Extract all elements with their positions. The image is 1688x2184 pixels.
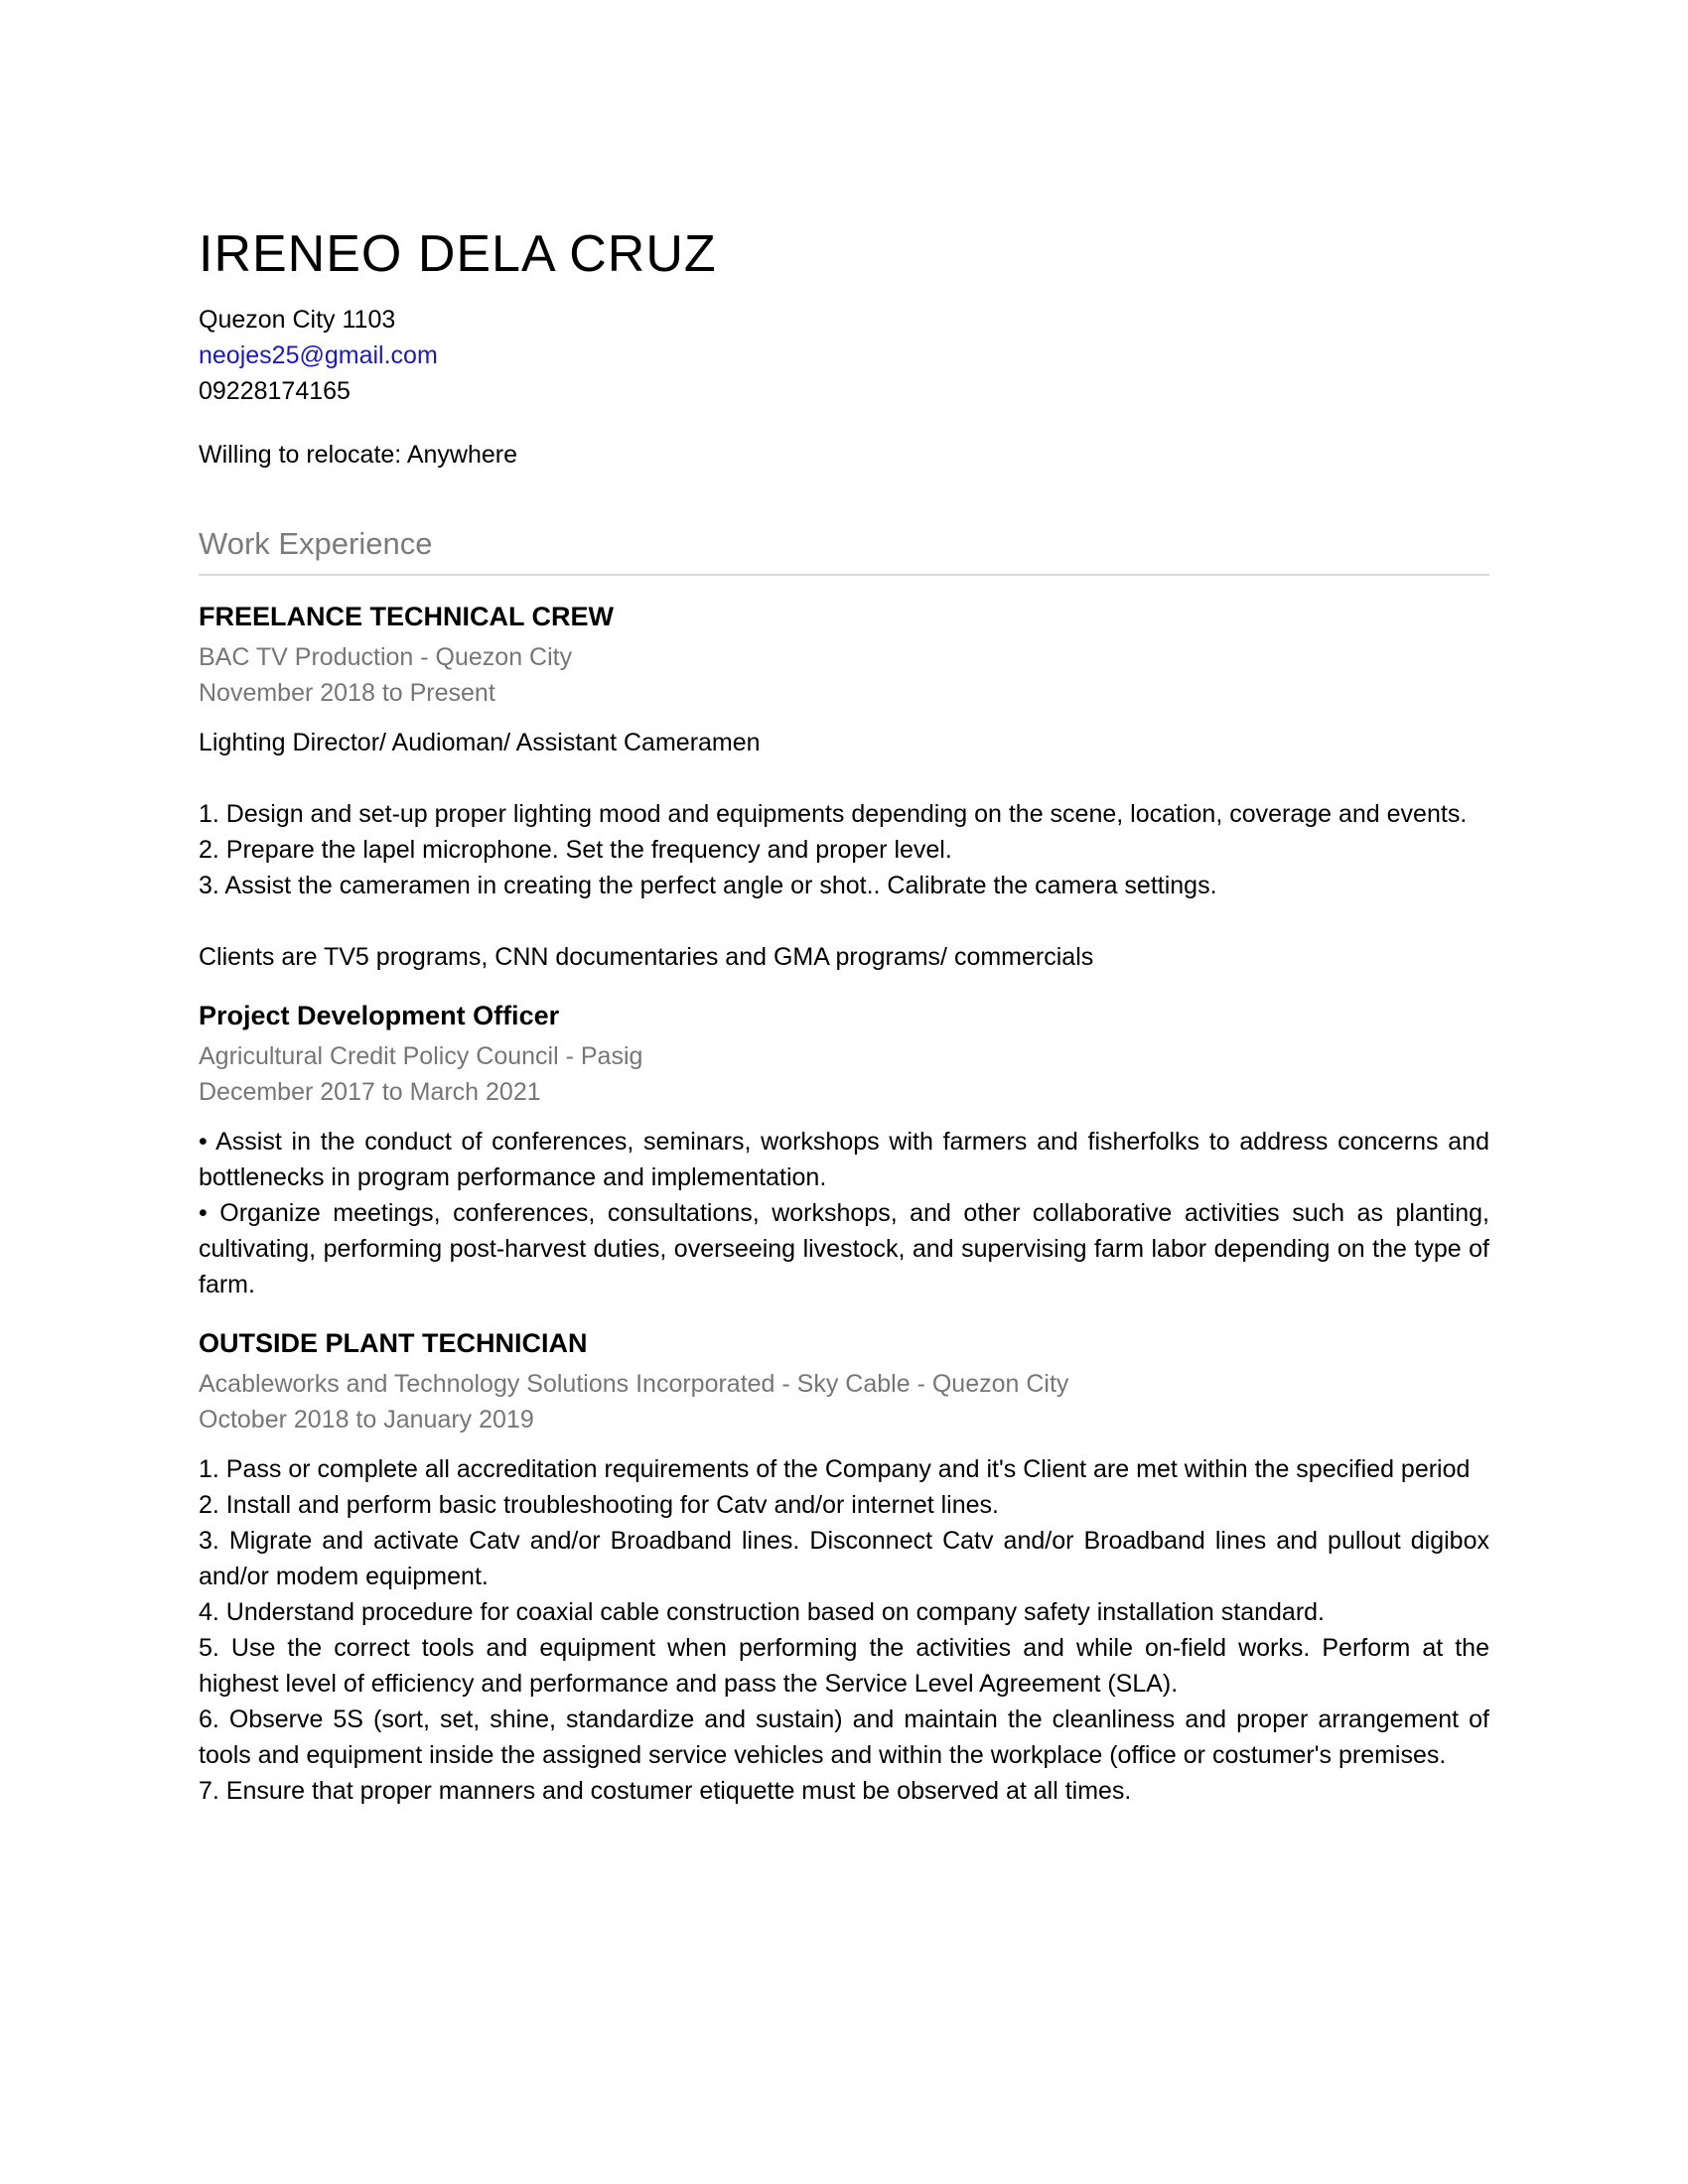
job-company-line — [199, 1366, 1489, 1402]
job-description-line: 2. Prepare the lapel microphone. Set the frequency and proper level. — [199, 836, 952, 864]
work-experience-section — [199, 524, 1489, 1809]
job-description-line: • Organize meetings, conferences, consultations, workshops, and other collaborative activities such as planting, cultivating, performing post-harvest duties, overseeing livestock, and supervising farm labor depending on the type of farm. — [199, 1199, 1489, 1298]
job-role: FREELANCE TECHNICAL CREW — [199, 602, 614, 631]
company-location-separator: - — [916, 1370, 925, 1398]
job-dates: November 2018 to Present — [199, 679, 495, 707]
job-company-line — [199, 639, 1489, 675]
job-location: Pasig — [580, 1042, 643, 1070]
job-dates: December 2017 to March 2021 — [199, 1078, 541, 1106]
relocate-note: Willing to relocate: Anywhere — [199, 441, 517, 469]
section-title-work-experience: Work Experience — [199, 526, 433, 561]
job-description-line: Lighting Director/ Audioman/ Assistant Cameramen — [199, 729, 761, 756]
job-description-line: 7. Ensure that proper manners and costumer etiquette must be observed at all times. — [199, 1777, 1132, 1805]
job-company: BAC TV Production — [199, 643, 414, 671]
job-description-line: 1. Design and set-up proper lighting mood and equipments depending on the scene, location, coverage and events. — [199, 800, 1468, 828]
job-description-line: 3. Assist the cameramen in creating the perfect angle or shot.. Calibrate the camera settings. — [199, 872, 1217, 899]
job-description-line: Clients are TV5 programs, CNN documentaries and GMA programs/ commercials — [199, 943, 1094, 971]
section-divider — [199, 574, 1489, 576]
email-link[interactable]: neojes25@gmail.com — [199, 341, 438, 369]
resume-header — [199, 224, 1489, 473]
job-description-line: 4. Understand procedure for coaxial cable construction based on company safety installation standard. — [199, 1598, 1325, 1626]
job-project-development-officer — [199, 999, 1489, 1302]
job-freelance-technical-crew — [199, 600, 1489, 975]
candidate-name: IRENEO DELA CRUZ — [199, 225, 717, 283]
job-company-line — [199, 1038, 1489, 1074]
candidate-address: Quezon City 1103 — [199, 306, 396, 334]
job-location: Quezon City — [435, 643, 573, 671]
job-company: Acableworks and Technology Solutions Incorporated - Sky Cable — [199, 1370, 911, 1398]
job-description-line: 1. Pass or complete all accreditation requirements of the Company and it's Client are met within the specified period — [199, 1455, 1471, 1483]
job-description-line: • Assist in the conduct of conferences, seminars, workshops with farmers and fisherfolks to address concerns and bottlenecks in program performance and implementation. — [199, 1128, 1489, 1191]
job-description-line: 6. Observe 5S (sort, set, shine, standardize and sustain) and maintain the cleanliness and proper arrangement of tools and equipment inside the assigned service vehicles and within the workplace (office or costumer's premises. — [199, 1706, 1489, 1769]
candidate-phone: 09228174165 — [199, 377, 351, 405]
job-company: Agricultural Credit Policy Council — [199, 1042, 559, 1070]
job-location: Quezon City — [931, 1370, 1069, 1398]
job-outside-plant-technician — [199, 1326, 1489, 1809]
company-location-separator: - — [565, 1042, 574, 1070]
job-description-line: 2. Install and perform basic troubleshooting for Catv and/or internet lines. — [199, 1491, 999, 1519]
job-description-line: 5. Use the correct tools and equipment when performing the activities and while on-field works. Perform at the highest level of efficiency and performance and pass the Service Level Agreement (SLA). — [199, 1634, 1489, 1698]
company-location-separator: - — [420, 643, 429, 671]
job-role: Project Development Officer — [199, 1001, 560, 1030]
job-description-line: 3. Migrate and activate Catv and/or Broadband lines. Disconnect Catv and/or Broadband lines and pullout digibox and/or modem equipment. — [199, 1527, 1489, 1590]
job-dates: October 2018 to January 2019 — [199, 1406, 534, 1433]
job-role: OUTSIDE PLANT TECHNICIAN — [199, 1328, 588, 1358]
